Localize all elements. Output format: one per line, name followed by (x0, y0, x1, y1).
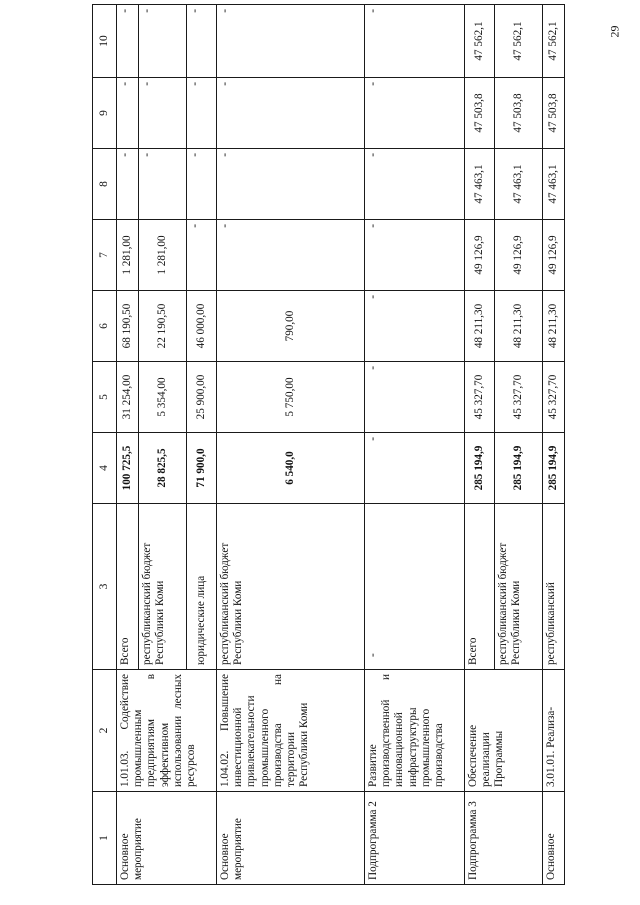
row-name-cell: Обеспечение реализации Программы (465, 670, 543, 792)
budget-table (92, 4, 565, 885)
value-cell: - (117, 5, 139, 78)
value-cell: 45 327,70 (543, 362, 565, 433)
source-cell: юридические лица (187, 504, 217, 670)
value-cell: 100 725,5 (117, 433, 139, 504)
value-cell: 28 825,5 (139, 433, 187, 504)
value-cell: 1 281,00 (117, 220, 139, 291)
header-cell: 10 (93, 5, 117, 78)
value-cell: - (187, 78, 217, 149)
value-cell: 285 194,9 (543, 433, 565, 504)
value-cell: 285 194,9 (495, 433, 543, 504)
value-cell: 45 327,70 (465, 362, 495, 433)
row-type-cell: Основное мероприятие (217, 792, 365, 885)
value-cell: - (365, 5, 465, 78)
value-cell: 25 900,00 (187, 362, 217, 433)
value-cell: 47 503,8 (465, 78, 495, 149)
source-cell: Всего (465, 504, 495, 670)
page-number: 29 (607, 25, 622, 38)
header-cell: 1 (93, 792, 117, 885)
value-cell: - (365, 149, 465, 220)
value-cell: 5 354,00 (139, 362, 187, 433)
value-cell: - (365, 362, 465, 433)
row-name-cell: 1.01.03. Содействие промышленным предприятиям в эффективном использовании лесных ресурсов (117, 670, 217, 792)
value-cell: - (117, 78, 139, 149)
source-cell: - (365, 504, 465, 670)
value-cell: - (217, 78, 365, 149)
value-cell: 790,00 (217, 291, 365, 362)
header-cell: 7 (93, 220, 117, 291)
value-cell: - (139, 149, 187, 220)
value-cell: - (365, 78, 465, 149)
value-cell: 47 562,1 (543, 5, 565, 78)
value-cell: 46 000,00 (187, 291, 217, 362)
value-cell: 31 254,00 (117, 362, 139, 433)
source-cell: республиканский (543, 504, 565, 670)
value-cell: 49 126,9 (465, 220, 495, 291)
value-cell: - (117, 149, 139, 220)
value-cell: 47 463,1 (543, 149, 565, 220)
header-cell: 4 (93, 433, 117, 504)
table-row (465, 5, 495, 885)
table-row (365, 5, 465, 885)
source-cell: Всего (117, 504, 139, 670)
value-cell: - (365, 433, 465, 504)
header-row (93, 5, 117, 885)
value-cell: 49 126,9 (495, 220, 543, 291)
header-cell: 2 (93, 670, 117, 792)
value-cell: 47 562,1 (495, 5, 543, 78)
value-cell: 71 900,0 (187, 433, 217, 504)
value-cell: 5 750,00 (217, 362, 365, 433)
value-cell: - (217, 220, 365, 291)
table-row (543, 5, 565, 885)
header-cell: 6 (93, 291, 117, 362)
row-type-cell: Подпрограмма 3 (465, 792, 543, 885)
table-row (217, 5, 365, 885)
value-cell: 49 126,9 (543, 220, 565, 291)
rotated-page (92, 5, 622, 885)
header-cell: 5 (93, 362, 117, 433)
source-cell: республиканский бюджет Республики Коми (217, 504, 365, 670)
value-cell: - (217, 5, 365, 78)
value-cell: 47 463,1 (495, 149, 543, 220)
value-cell: 6 540,0 (217, 433, 365, 504)
value-cell: 48 211,30 (495, 291, 543, 362)
value-cell: 45 327,70 (495, 362, 543, 433)
value-cell: - (187, 5, 217, 78)
value-cell: - (139, 5, 187, 78)
header-cell: 3 (93, 504, 117, 670)
source-cell: республиканский бюджет Республики Коми (495, 504, 543, 670)
header-cell: 9 (93, 78, 117, 149)
value-cell: 48 211,30 (465, 291, 495, 362)
value-cell: - (217, 149, 365, 220)
value-cell: 47 503,8 (543, 78, 565, 149)
row-type-cell: Основное мероприятие (117, 792, 217, 885)
value-cell: - (365, 291, 465, 362)
value-cell: - (139, 78, 187, 149)
row-name-cell: 1.04.02. Повышение инвестиционной привлекательности промышленного производства на территории Республики Коми (217, 670, 365, 792)
value-cell: 22 190,50 (139, 291, 187, 362)
value-cell: 68 190,50 (117, 291, 139, 362)
row-type-cell: Подпрограмма 2 (365, 792, 465, 885)
table-row (117, 5, 139, 885)
row-name-cell: 3.01.01. Реализа- (543, 670, 565, 792)
value-cell: - (187, 220, 217, 291)
value-cell: - (365, 220, 465, 291)
header-cell: 8 (93, 149, 117, 220)
value-cell: 48 211,30 (543, 291, 565, 362)
value-cell: 47 463,1 (465, 149, 495, 220)
row-name-cell: Развитие производственной и инновационной инфраструктуры промышленного производства (365, 670, 465, 792)
value-cell: 47 503,8 (495, 78, 543, 149)
source-cell: республиканский бюджет Республики Коми (139, 504, 187, 670)
value-cell: - (187, 149, 217, 220)
value-cell: 1 281,00 (139, 220, 187, 291)
value-cell: 47 562,1 (465, 5, 495, 78)
row-type-cell: Основное (543, 792, 565, 885)
value-cell: 285 194,9 (465, 433, 495, 504)
